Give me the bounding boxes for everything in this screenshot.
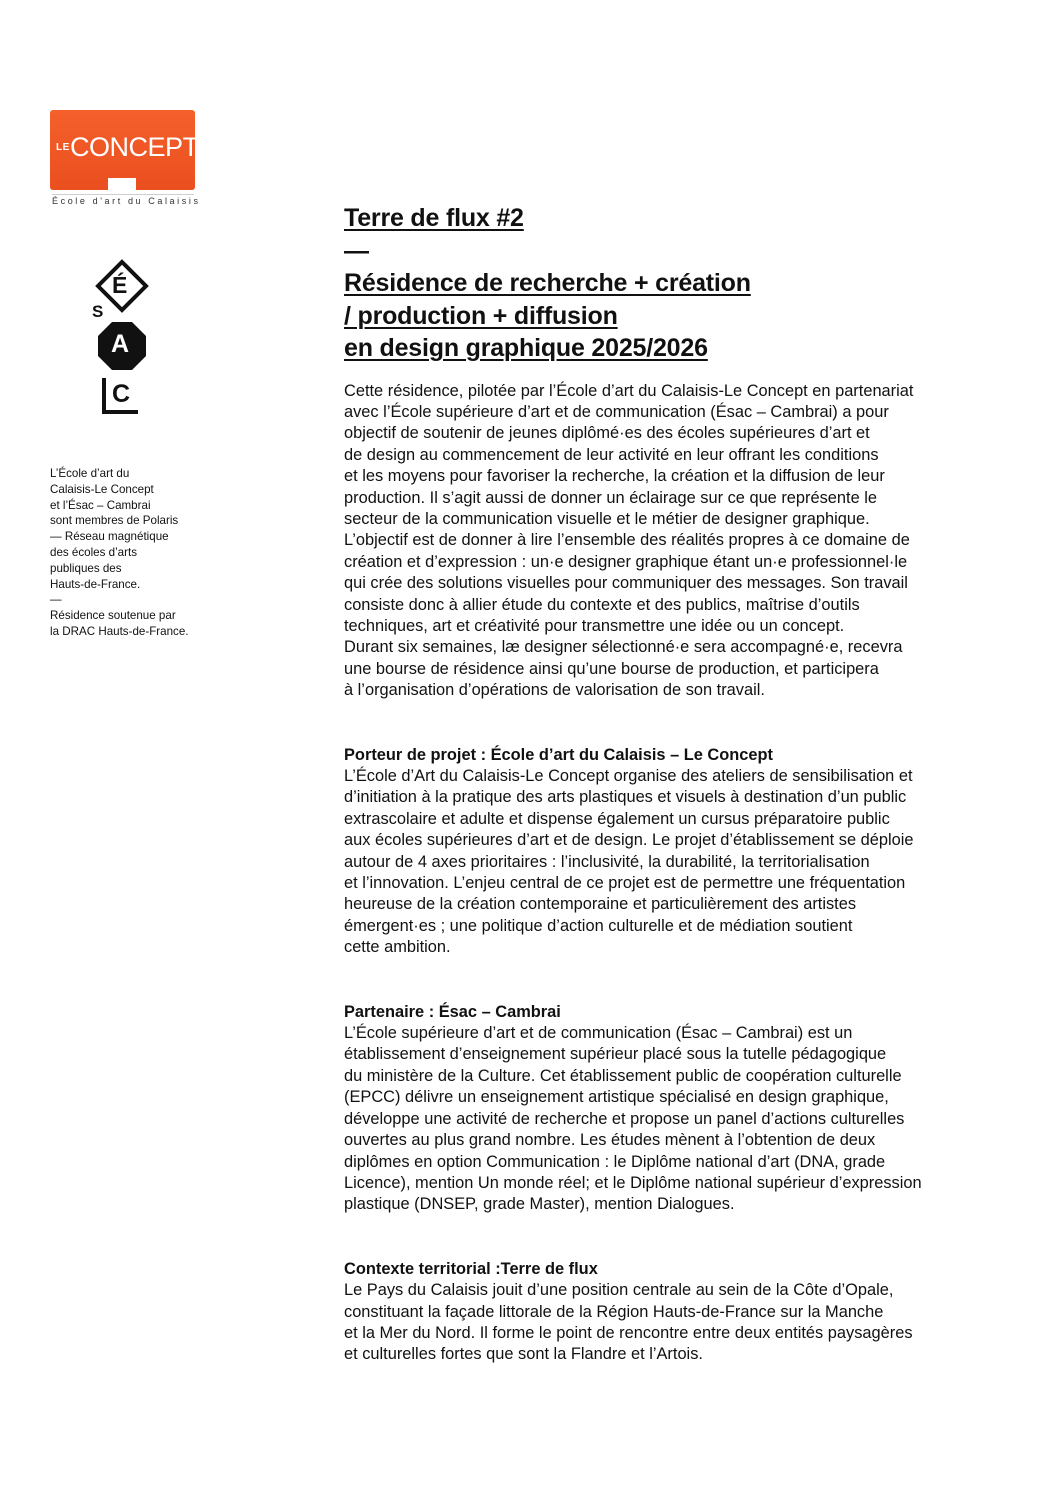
text-line: L’objectif est de donner à lire l’ensemble des réalités propres à ce domaine de [344, 531, 910, 550]
text-line: qui crée des solutions visuelles pour communiquer des messages. Son travail [344, 574, 908, 593]
sidebar-line: — [50, 593, 62, 607]
text-line: et la Mer du Nord. Il forme le point de rencontre entre deux entités paysagères [344, 1323, 913, 1342]
logo-subtitle: École d'art du Calaisis [52, 196, 201, 206]
text-line: et culturelles fortes que sont la Flandre et l’Artois. [344, 1345, 703, 1364]
text-line: extrascolaire et adulte et dispense également un cursus préparatoire public [344, 809, 890, 828]
text-line: établissement d’enseignement supérieur placé sous la tutelle pédagogique [344, 1045, 887, 1064]
title-line: en design graphique 2025/2026 [344, 334, 708, 362]
text-line: plastique (DNSEP, grade Master), mention Dialogues. [344, 1195, 735, 1214]
sidebar-line: la DRAC Hauts-de-France. [50, 624, 189, 638]
text-line: L’École supérieure d’art et de communication (Ésac – Cambrai) est un [344, 1024, 853, 1043]
section-porteur [344, 745, 1004, 959]
text-line: techniques, art et créativité pour transmettre une idée ou un concept. [344, 616, 845, 635]
text-line: Licence), mention Un monde réel; et le Diplôme national supérieur d’expression [344, 1173, 922, 1192]
section-heading: Partenaire : Ésac – Cambrai [344, 1002, 561, 1021]
text-line: secteur de la communication visuelle et le métier de designer graphique. [344, 509, 870, 528]
text-line: du ministère de la Culture. Cet établissement public de coopération culturelle [344, 1066, 902, 1085]
section-contexte [344, 1259, 1004, 1366]
text-line: autour de 4 axes prioritaires : l’inclusivité, la durabilité, la territorialisation [344, 852, 870, 871]
logo-concept-text: CONCEPT [70, 132, 199, 162]
text-line: objectif de soutenir de jeunes diplômé·es des écoles supérieures d’art et [344, 424, 870, 443]
text-line: (EPCC) délivre un enseignement artistique spécialisé en design graphique, [344, 1088, 889, 1107]
text-line: ouvertes au plus grand nombre. Les études mènent à l’obtention de deux [344, 1131, 876, 1150]
text-line: Cette résidence, pilotée par l’École d’art du Calaisis-Le Concept en partenariat [344, 381, 914, 400]
sidebar-line: Hauts-de-France. [50, 577, 141, 591]
text-line: d’initiation à la pratique des arts plastiques et visuels à destination d’un public [344, 788, 907, 807]
sidebar-line: L’École d’art du [50, 467, 130, 480]
text-line: heureuse de la création contemporaine et particulièrement des artistes [344, 895, 857, 914]
section-heading: Porteur de projet : École d’art du Calaisis – Le Concept [344, 745, 773, 764]
document-title [344, 202, 1004, 365]
sidebar-note [50, 466, 240, 640]
esac-letter-e: É [112, 272, 128, 298]
text-line: aux écoles supérieures d’art et de design. Le projet d’établissement se déploie [344, 831, 914, 850]
sidebar-line: Résidence soutenue par [50, 609, 176, 623]
text-line: une bourse de résidence ainsi qu’une bourse de production, et participera [344, 659, 879, 678]
sidebar-line: Calaisis-Le Concept [50, 482, 154, 496]
text-line: L’École d’Art du Calaisis-Le Concept organise des ateliers de sensibilisation et [344, 767, 913, 785]
title-line: Terre de flux #2 [344, 204, 524, 232]
title-line: Résidence de recherche + création [344, 269, 751, 297]
text-line: diplômes en option Communication : le Diplôme national d’art (DNA, grade [344, 1152, 886, 1171]
esac-letter-c: C [112, 380, 131, 408]
logo-notch [108, 178, 136, 192]
text-line: cette ambition. [344, 938, 451, 957]
esac-logo [88, 258, 158, 418]
text-line: consiste donc à allier étude du contexte et des publics, maîtrise d’outils [344, 595, 860, 614]
esac-letter-s: S [92, 302, 104, 321]
text-line: émergent·es ; une politique d’action culturelle et de médiation soutient [344, 916, 853, 935]
text-line: création et d’expression : un·e designer graphique étant un·e professionnel·le [344, 552, 908, 571]
logo-le-text: LE [56, 142, 70, 153]
esac-letter-a: A [111, 330, 130, 358]
sidebar-line: sont membres de Polaris [50, 514, 179, 528]
text-line: de design au commencement de leur activité en leur offrant les conditions [344, 445, 879, 464]
text-line: et l’innovation. L’enjeu central de ce projet est de permettre une fréquentation [344, 874, 906, 893]
sidebar-line: et l’Ésac – Cambrai [50, 498, 151, 512]
section-heading: Contexte territorial :Terre de flux [344, 1259, 598, 1278]
intro-paragraph [344, 381, 1004, 702]
text-line: Durant six semaines, læ designer sélectionné·e sera accompagné·e, recevra [344, 638, 903, 657]
text-line: et les moyens pour favoriser la recherche, la création et la diffusion de leur [344, 467, 885, 486]
title-line: / production + diffusion [344, 301, 618, 330]
main-content [344, 202, 1004, 1366]
text-line: constituant la façade littorale de la Région Hauts-de-France sur la Manche [344, 1302, 884, 1321]
text-line: avec l’École supérieure d’art et de communication (Ésac – Cambrai) a pour [344, 402, 889, 421]
sidebar-line: publiques des [50, 561, 122, 575]
section-partenaire [344, 1002, 1004, 1216]
text-line: production. Il s’agit aussi de donner un éclairage sur ce que représente le [344, 488, 878, 507]
title-dash: — [344, 236, 369, 265]
text-line: développe une activité de recherche et propose un panel d’actions culturelles [344, 1109, 905, 1128]
text-line: Le Pays du Calaisis jouit d’une position centrale au sein de la Côte d’Opale, [344, 1281, 894, 1300]
sidebar-line: des écoles d’arts [50, 545, 137, 559]
text-line: à l’organisation d’opérations de valorisation de son travail. [344, 681, 765, 700]
sidebar-line: — Réseau magnétique [50, 530, 169, 544]
le-concept-logo [50, 110, 201, 206]
